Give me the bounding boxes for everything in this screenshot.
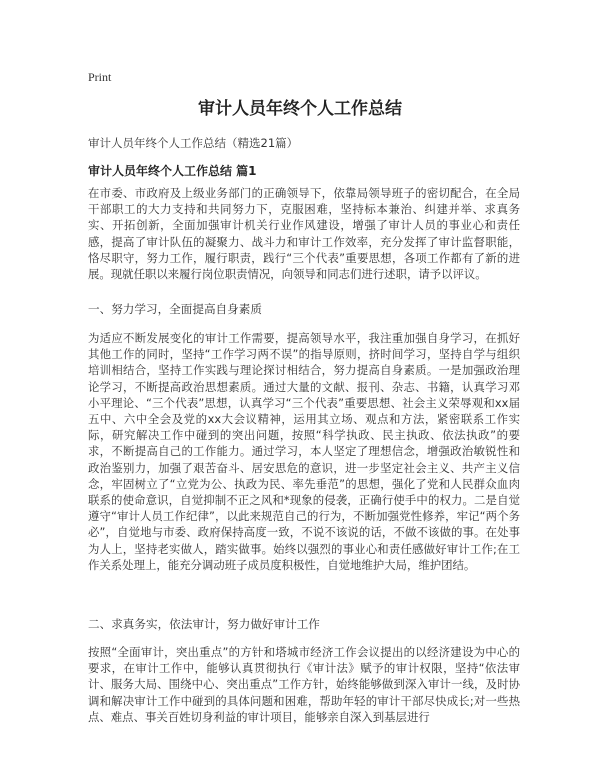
paragraph-audit: 按照“全面审计，突出重点”的方针和塔城市经济工作会议提出的以经济建设为中心的要求，在审计工作中，能够认真贯彻执行《审计法》赋予的审计权限，坚持“依法审计、服务大局、围绕中心、突出重点”工作方针，始终能够做到深入审计一线，及时协调和解决审计工作中碰到的具体问题和困难，帮助年轻的审计干部尽快成长;对一些热点、难点、事关百姓切身利益的审计项目，能够亲自深入到基层进行 <box>88 645 520 724</box>
heading-audit: 二、求真务实，依法审计，努力做好审计工作 <box>88 617 320 631</box>
section-title: 审计人员年终个人工作总结 篇1 <box>88 164 257 178</box>
paragraph-intro: 在市委、市政府及上级业务部门的正确领导下，依靠局领导班子的密切配合，在全局干部职工的大力支持和共同努力下，克服困难，坚持标本兼治、纠建并举、求真务实、开拓创新，全面加强审计机关行业作风建设，增强了审计人员的事业心和责任感，提高了审计队伍的凝聚力、战斗力和审计工作效率，充分发挥了审计监督职能，恪尽职守，努力工作，履行职责，践行“三个代表”重要思想，各项工作都有了新的进展。现就任职以来履行岗位职责情况，向领导和同志们进行述职，请予以评议。 <box>88 186 520 282</box>
paragraph-study: 为适应不断发展变化的审计工作需要，提高领导水平，我注重加强自身学习，在抓好其他工作的同时，坚持“工作学习两不误”的指导原则，挤时间学习，坚持自学与组织培训相结合，坚持工作实践与理论探讨相结合，努力提高自身素质。一是加强政治理论学习，不断提高政治思想素质。通过大量的文献、报刊、杂志、书籍，认真学习邓小平理论、“三个代表”思想，认真学习“三个代表”重要思想、社会主义荣辱观和xx届五中、六中全会及党的xx大会议精神，运用其立场、观点和方法，紧密联系工作实际，研究解决工作中碰到的突出问题，按照“科学执政、民主执政、依法执政”的要求，不断提高自己的工作能力。通过学习，本人坚定了理想信念，增强政治敏锐性和政治鉴别力，加强了艰苦奋斗、居安思危的意识，进一步坚定社会主义、共产主义信念，牢固树立了“立党为公、执政为民、率先垂范”的思想，强化了党和人民群众血肉联系的使命意识，自觉抑制不正之风和*现象的侵袭，正确行使手中的权力。二是自觉遵守“审计人员工作纪律”，以此来规范自己的行为，不断加强党性修养，牢记“两个务必”，自觉地与市委、政府保持高度一致，不说不该说的话，不做不该做的事。在处事为人上，坚持老实做人，踏实做事。始终以强烈的事业心和责任感做好审计工作;在工作关系处理上，能充分调动班子成员度积极性，自觉地维护大局，维护团结。 <box>88 331 520 572</box>
print-link[interactable]: Print <box>88 70 112 84</box>
document-subtitle: 审计人员年终个人工作总结（精选21篇） <box>88 136 299 150</box>
document-title: 审计人员年终个人工作总结 <box>198 99 402 119</box>
heading-study: 一、努力学习，全面提高自身素质 <box>88 302 262 316</box>
